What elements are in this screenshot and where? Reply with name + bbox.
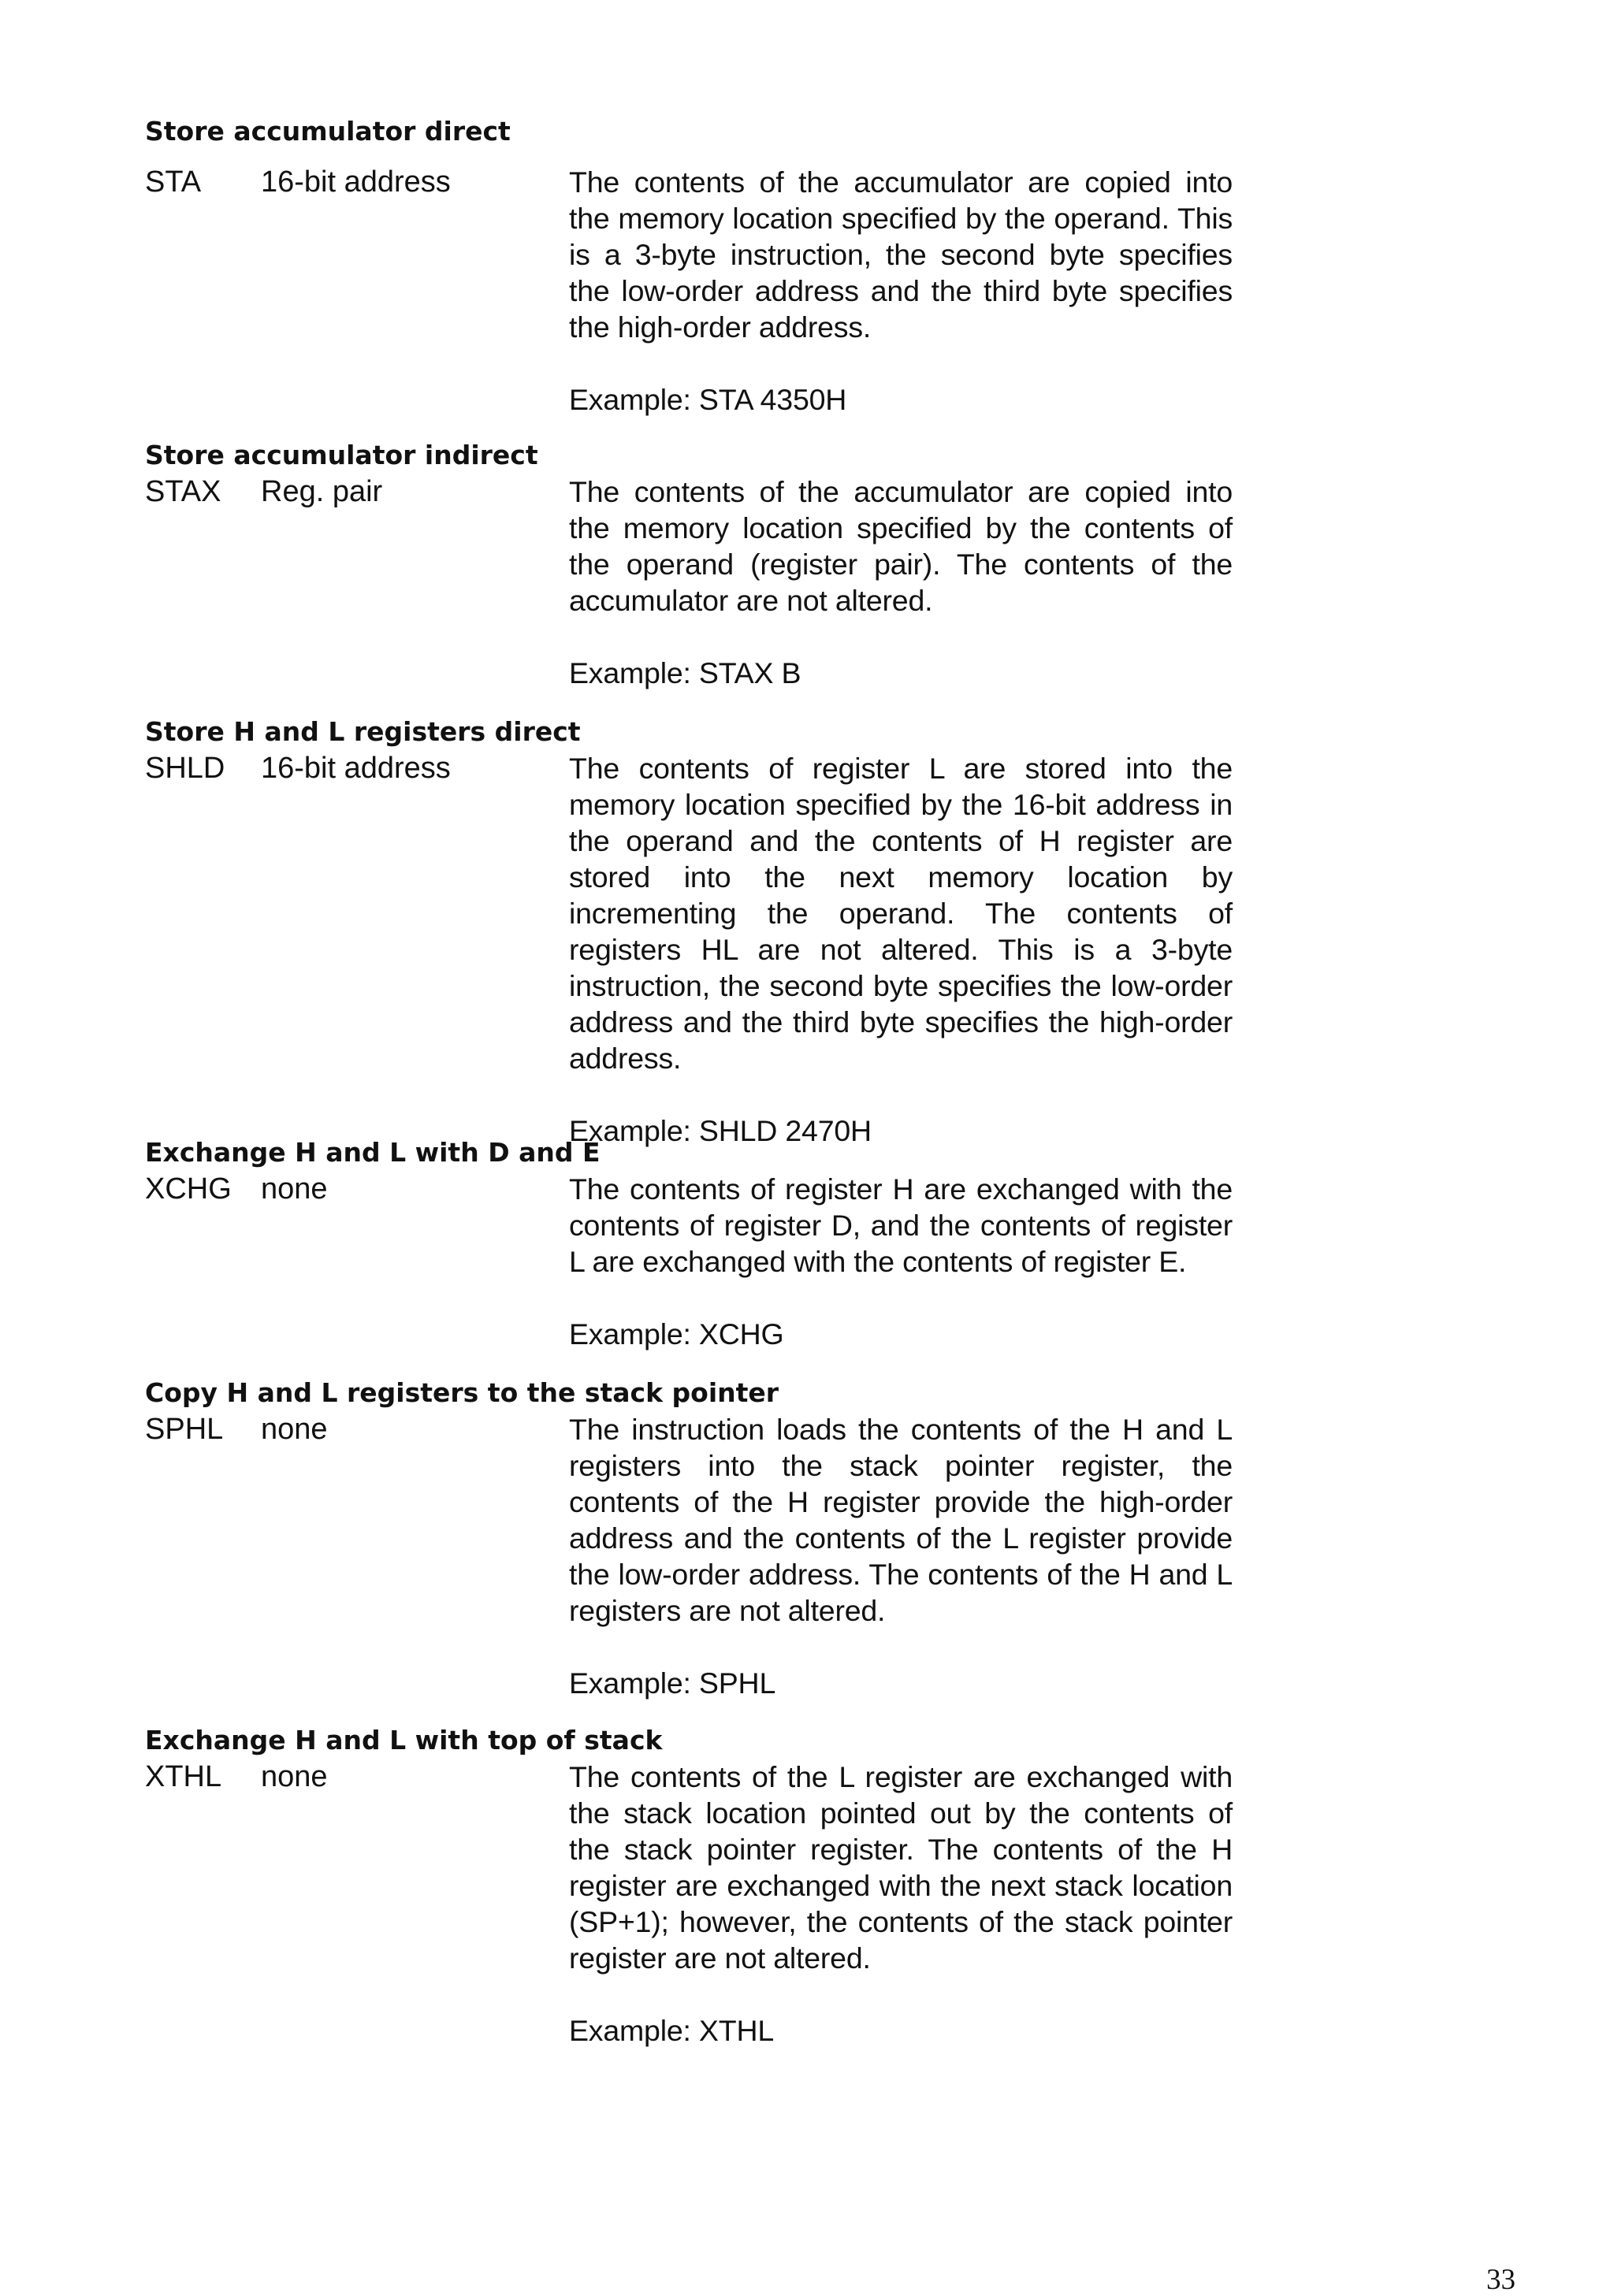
instruction-description: The contents of register H are exchanged with the contents of register D, and the contents of register L are exchanged with the contents of register E. (569, 1172, 1233, 1278)
instruction-entry-xthl (145, 1722, 1233, 2047)
instruction-mnemonic: STAX (145, 475, 221, 508)
instruction-description-block (569, 1759, 1233, 2049)
instruction-operand: none (261, 1760, 328, 1793)
instruction-entry-stax (145, 437, 1233, 689)
instruction-description-block (569, 1411, 1233, 1701)
instruction-example: Example: XTHL (569, 2014, 774, 2047)
instruction-example: Example: SHLD 2470H (569, 1114, 872, 1147)
instruction-operand: 16-bit address (261, 165, 451, 199)
instruction-entry-xchg (145, 1135, 1233, 1350)
instruction-heading: Exchange H and L with top of stack (145, 1725, 663, 1755)
instruction-description-block (569, 1171, 1233, 1352)
instruction-description-block (569, 750, 1233, 1149)
instruction-description: The contents of the accumulator are copied into the memory location specified by the operand. This is a 3-byte instruction, the second byte specifies the low-order address and the third byte specifies the high-order address. (569, 165, 1233, 344)
instruction-description: The contents of the accumulator are copied into the memory location specified by the contents of the operand (register pair). The contents of the accumulator are not altered. (569, 475, 1233, 617)
instruction-mnemonic: SHLD (145, 752, 225, 785)
page-number: 33 (1486, 2264, 1515, 2296)
instruction-example: Example: XCHG (569, 1317, 784, 1350)
instruction-operand: none (261, 1172, 328, 1206)
instruction-mnemonic: XCHG (145, 1172, 232, 1206)
instruction-mnemonic: STA (145, 165, 202, 199)
instruction-entry-sphl (145, 1375, 1233, 1700)
instruction-description-block (569, 474, 1233, 691)
instruction-description-block (569, 164, 1233, 418)
instruction-heading: Store accumulator indirect (145, 440, 538, 470)
instruction-entry-sta (145, 113, 1233, 416)
instruction-operand: Reg. pair (261, 475, 383, 508)
instruction-heading: Copy H and L registers to the stack pointer (145, 1377, 779, 1408)
instruction-example: Example: SPHL (569, 1666, 776, 1700)
instruction-example: Example: STAX B (569, 656, 801, 689)
instruction-description: The contents of register L are stored into the memory location specified by the 16-bit address in the operand and the contents of H register are stored into the next memory location by incrementing the operand. The contents of registers HL are not altered. This is a 3-byte instruction, the second byte specifies the low-order address and the third byte specifies the high-order address. (569, 752, 1233, 1075)
instruction-heading: Store accumulator direct (145, 116, 511, 147)
instruction-heading: Store H and L registers direct (145, 716, 581, 747)
instruction-operand: none (261, 1413, 328, 1446)
instruction-heading: Exchange H and L with D and E (145, 1137, 601, 1168)
instruction-example: Example: STA 4350H (569, 383, 847, 416)
instruction-mnemonic: SPHL (145, 1413, 224, 1446)
instruction-mnemonic: XTHL (145, 1760, 222, 1793)
instruction-description: The instruction loads the contents of the H and L registers into the stack pointer register, the contents of the H register provide the high-order address and the contents of the L register provide the low-order address. The contents of the H and L registers are not altered. (569, 1413, 1233, 1627)
instruction-entry-shld (145, 714, 1233, 1147)
instruction-description: The contents of the L register are exchanged with the stack location pointed out by the contents of the stack pointer register. The contents of the H register are exchanged with the next stack location (SP+1); however, the contents of the stack pointer register are not altered. (569, 1760, 1233, 1975)
instruction-operand: 16-bit address (261, 752, 451, 785)
